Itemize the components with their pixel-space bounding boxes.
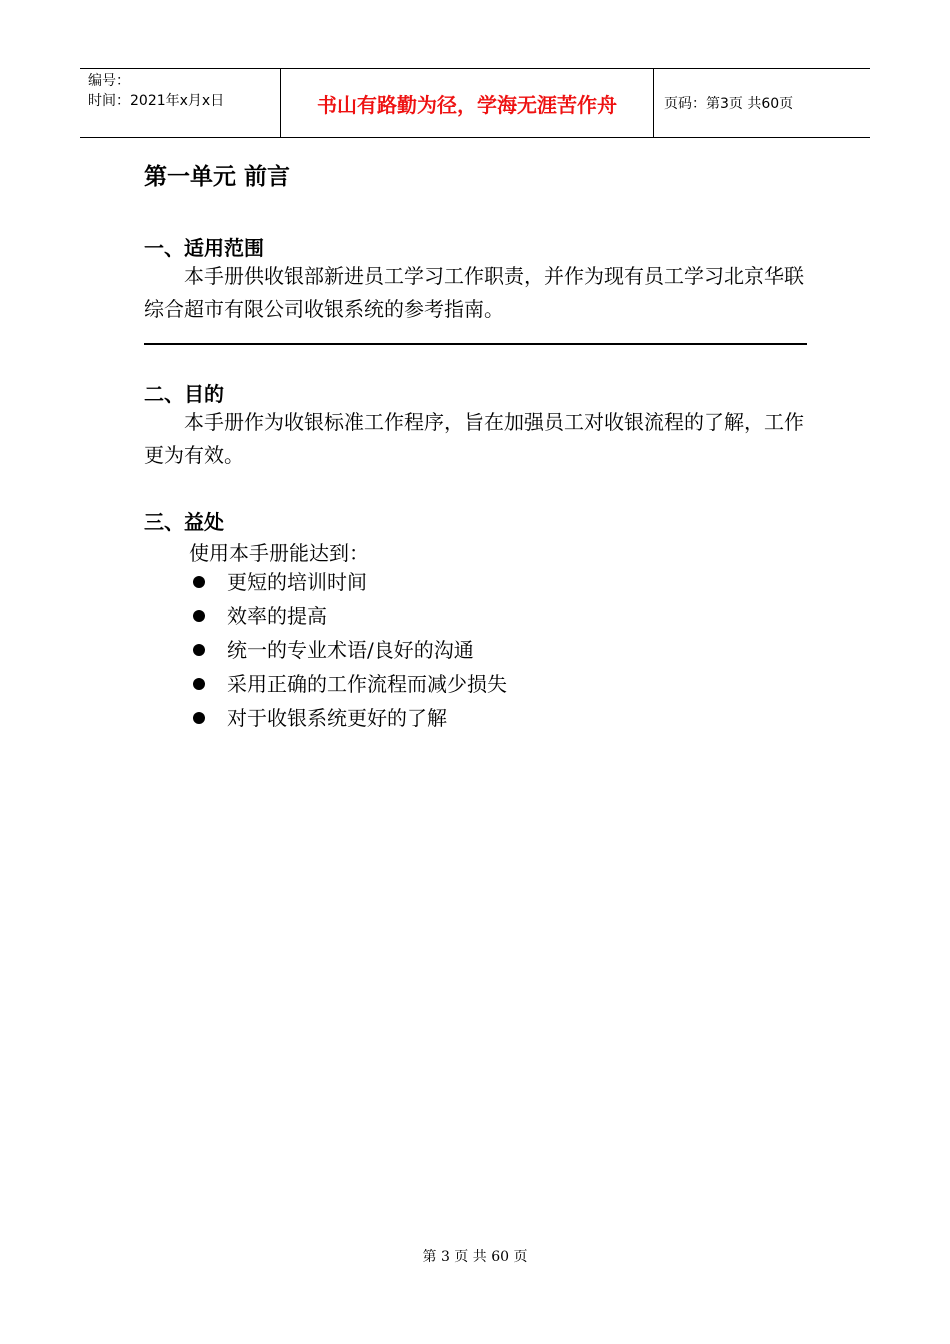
bullet-icon xyxy=(193,712,205,724)
bullet-icon xyxy=(193,678,205,690)
section-heading-benefits: 三、益处 xyxy=(144,510,224,534)
section-divider xyxy=(144,343,807,345)
bullet-icon xyxy=(193,610,205,622)
section-body-scope: 本手册供收银部新进员工学习工作职责，并作为现有员工学习北京华联综合超市有限公司收银系统的参考指南。 xyxy=(144,264,804,321)
list-item-text: 对于收银系统更好的了解 xyxy=(227,706,447,730)
list-item xyxy=(189,633,507,667)
benefits-list xyxy=(189,565,507,735)
list-item-text: 采用正确的工作流程而减少损失 xyxy=(227,672,507,696)
list-item xyxy=(189,599,507,633)
section-heading-scope: 一、适用范围 xyxy=(144,236,264,260)
list-item-text: 更短的培训时间 xyxy=(227,570,367,594)
section-heading-purpose: 二、目的 xyxy=(144,382,224,406)
document-number-label: 编号： xyxy=(88,73,130,89)
section-body-purpose: 本手册作为收银标准工作程序，旨在加强员工对收银流程的了解，工作更为有效。 xyxy=(144,410,804,467)
bullet-icon xyxy=(193,576,205,588)
document-date-label: 时间：2021年x月x日 xyxy=(88,93,225,109)
list-item xyxy=(189,565,507,599)
list-item-text: 统一的专业术语/良好的沟通 xyxy=(227,638,474,662)
page-footer: 第 3 页 共 60 页 xyxy=(422,1249,528,1265)
chapter-title: 第一单元 前言 xyxy=(144,164,291,190)
header-meta xyxy=(80,69,281,137)
header-motto: 书山有路勤为径，学海无涯苦作舟 xyxy=(281,69,654,137)
benefits-intro: 使用本手册能达到： xyxy=(189,541,369,565)
header-page-number: 页码：第3页 共60页 xyxy=(664,96,794,112)
page-header xyxy=(80,68,870,138)
bullet-icon xyxy=(193,644,205,656)
list-item xyxy=(189,701,507,735)
list-item xyxy=(189,667,507,701)
list-item-text: 效率的提高 xyxy=(227,604,327,628)
